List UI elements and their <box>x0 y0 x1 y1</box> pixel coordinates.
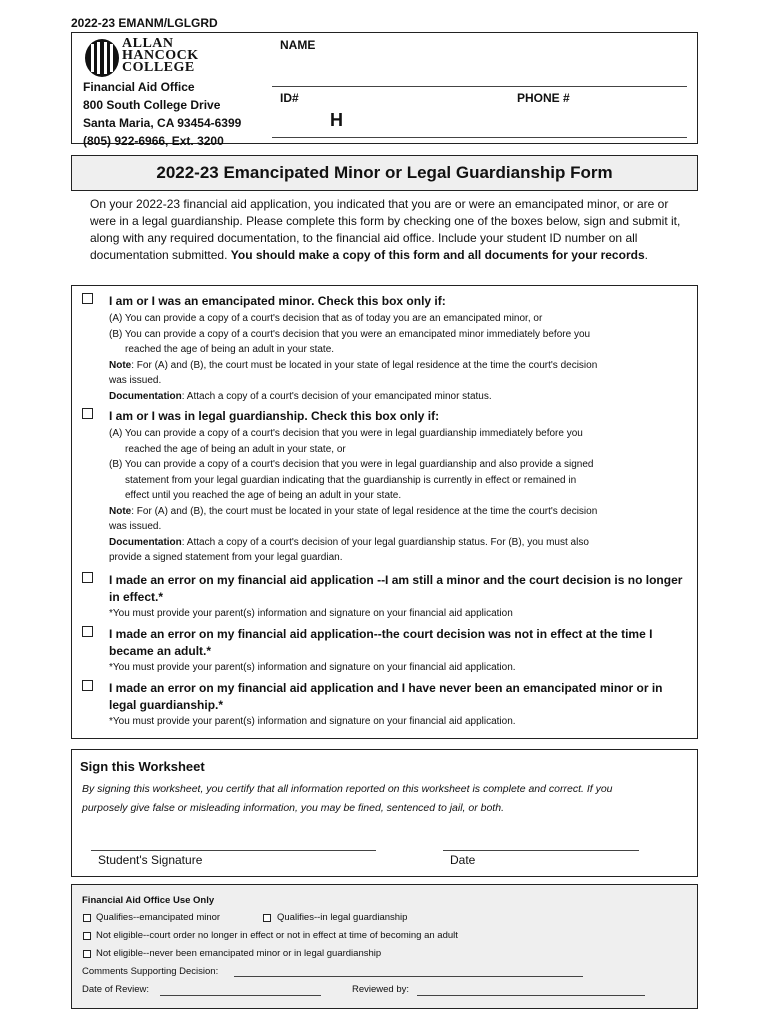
signature-label: Student's Signature <box>98 853 203 867</box>
college-logo <box>84 38 224 80</box>
guardianship-note <box>109 504 694 520</box>
logo-wordmark <box>122 38 199 74</box>
legal-guardianship-checkbox[interactable] <box>82 408 93 419</box>
date-line[interactable] <box>443 850 639 851</box>
intro-bold-text: You should make a copy of this form and all documents for your records <box>230 248 645 262</box>
emancipated-note <box>109 358 694 374</box>
error-still-minor-heading-2: in effect.* <box>109 590 164 604</box>
error-still-minor-checkbox[interactable] <box>82 572 93 583</box>
error-not-in-effect-checkbox[interactable] <box>82 626 93 637</box>
logo-line-1: ALLAN <box>122 36 174 51</box>
id-value[interactable]: H <box>330 110 343 130</box>
guardianship-doc <box>109 535 694 551</box>
form-code: 2022-23 EMANM/LGLGRD <box>71 16 218 30</box>
guardianship-note-label: Note <box>109 505 132 517</box>
guardianship-note2: was issued. <box>109 521 162 532</box>
error-not-in-effect-heading <box>109 626 694 660</box>
error-never-checkbox[interactable] <box>82 680 93 691</box>
review-date-line[interactable] <box>160 995 321 996</box>
guardianship-doc2: provide a signed statement from your legal guardian. <box>109 552 343 563</box>
guardianship-a2: reached the age of being an adult in your state, or <box>125 443 346 455</box>
id-label: ID# <box>280 91 299 105</box>
emancipated-doc-text: : Attach a copy of a court's decision of your emancipated minor status. <box>181 390 492 402</box>
logo-line-2: HANCOCK <box>122 48 199 63</box>
qualifies-emancipated-label: Qualifies--emancipated minor <box>96 912 221 923</box>
college-address <box>83 78 241 150</box>
form-title: 2022-23 Emancipated Minor or Legal Guardianship Form <box>71 155 698 191</box>
error-not-in-effect-heading-1: I made an error on my financial aid application--the court decision was not in effect at the time I <box>109 627 653 641</box>
error-never-heading-1: I made an error on my financial aid application and I have never been an emancipated minor or in <box>109 681 663 695</box>
guardianship-heading: I am or I was in legal guardianship. Check this box only if: <box>109 409 440 423</box>
name-label: NAME <box>280 38 316 52</box>
error-not-in-effect-footnote: *You must provide your parent(s) information and signature on your financial aid application. <box>109 662 516 673</box>
college-logo-icon <box>84 38 120 78</box>
guardianship-doc-label: Documentation <box>109 536 182 548</box>
emancipated-note2: was issued. <box>109 375 162 386</box>
guardianship-note-text: : For (A) and (B), the court must be located in your state of legal residence at the time the court's decision <box>131 505 598 517</box>
phone-label: PHONE # <box>517 91 570 105</box>
error-never-heading <box>109 680 694 714</box>
error-not-in-effect-heading-2: became an adult.* <box>109 644 212 658</box>
emancipated-b1: (B) You can provide a copy of a court's decision that you were an emancipated minor immediately before you <box>109 328 591 340</box>
guardianship-doc-text: : Attach a copy of a court's decision of your legal guardianship status. For (B), you must also <box>181 536 589 548</box>
id-phone-field-line[interactable] <box>272 137 687 138</box>
sign-text-1: By signing this worksheet, you certify that all information reported on this worksheet is complete and correct. If you <box>82 783 613 795</box>
name-field-line[interactable] <box>272 86 687 87</box>
emancipated-minor-checkbox[interactable] <box>82 293 93 304</box>
sign-heading: Sign this Worksheet <box>80 759 205 774</box>
intro-paragraph: On your 2022-23 financial aid application, you indicated that you are or were an emancipated minor, or are or were in a legal guardianship. Please complete this form by checking one of the boxes below, sign and submit it, along with any required documentation, to the financial aid office. Include your student ID number on all documentation submitted. You should make a copy of this form and all documents for your records. <box>90 197 681 262</box>
qualifies-emancipated-checkbox[interactable] <box>83 914 91 922</box>
not-eligible-never-checkbox[interactable] <box>83 950 91 958</box>
error-never-footnote: *You must provide your parent(s) information and signature on your financial aid application. <box>109 716 516 727</box>
guardianship-details <box>109 426 694 566</box>
not-eligible-court-label: Not eligible--court order no longer in effect or not in effect at time of becoming an adult <box>96 930 458 941</box>
intro-text: On your 2022-23 financial aid application, you indicated that you are or were an emancipated minor, or are or were in a legal guardianship. Please complete this form by checking one of the boxes below, sign and submit it, along with any required documentation, to the financial aid office. Include your student ID number on all documentation submitted. <box>90 197 681 262</box>
error-never-heading-2: legal guardianship.* <box>109 698 224 712</box>
review-date-label: Date of Review: <box>82 984 150 995</box>
emancipated-b2: reached the age of being an adult in your state. <box>125 344 335 355</box>
sign-certification-text <box>82 780 692 818</box>
office-heading: Financial Aid Office Use Only <box>82 895 215 906</box>
signature-line[interactable] <box>91 850 376 851</box>
emancipated-a: (A) You can provide a copy of a court's decision that as of today you are an emancipated minor, or <box>109 313 543 324</box>
emancipated-note-text: : For (A) and (B), the court must be located in your state of legal residence at the time the court's decision <box>131 359 598 371</box>
not-eligible-court-checkbox[interactable] <box>83 932 91 940</box>
college-phone: (805) 922-6966, Ext. 3200 <box>83 134 224 148</box>
error-still-minor-footnote: *You must provide your parent(s) information and signature on your financial aid application <box>109 608 513 619</box>
error-still-minor-heading-1: I made an error on my financial aid application --I am still a minor and the court decision is no longer <box>109 573 683 587</box>
guardianship-b1: (B) You can provide a copy of a court's decision that you were in legal guardianship and also provide a signed <box>109 459 594 470</box>
guardianship-b3: effect until you reached the age of being an adult in your state. <box>125 490 402 501</box>
logo-line-3: COLLEGE <box>122 60 195 75</box>
qualifies-guardianship-label: Qualifies--in legal guardianship <box>277 912 408 923</box>
error-still-minor-heading <box>109 572 694 606</box>
street-address: 800 South College Drive <box>83 98 221 112</box>
guardianship-a1: (A) You can provide a copy of a court's decision that you were in legal guardianship immediately before you <box>109 428 583 439</box>
emancipated-details <box>109 311 694 404</box>
date-label: Date <box>450 853 476 867</box>
not-eligible-never-label: Not eligible--never been emancipated minor or in legal guardianship <box>96 948 382 959</box>
comments-line[interactable] <box>234 976 583 977</box>
comments-label: Comments Supporting Decision: <box>82 966 219 977</box>
emancipated-doc <box>109 389 694 405</box>
reviewed-by-label: Reviewed by: <box>352 984 410 995</box>
qualifies-guardianship-checkbox[interactable] <box>263 914 271 922</box>
emancipated-doc-label: Documentation <box>109 390 182 402</box>
guardianship-b2: statement from your legal guardian indicating that the guardianship is currently in effect or remained in <box>125 474 577 486</box>
emancipated-note-label: Note <box>109 359 132 371</box>
sign-text-2: purposely give false or misleading information, you may be fined, sentenced to jail, or both. <box>82 802 504 814</box>
city-address: Santa Maria, CA 93454-6399 <box>83 116 242 130</box>
emancipated-heading: I am or I was an emancipated minor. Check this box only if: <box>109 294 446 308</box>
reviewed-by-line[interactable] <box>417 995 645 996</box>
office-name: Financial Aid Office <box>83 80 195 94</box>
